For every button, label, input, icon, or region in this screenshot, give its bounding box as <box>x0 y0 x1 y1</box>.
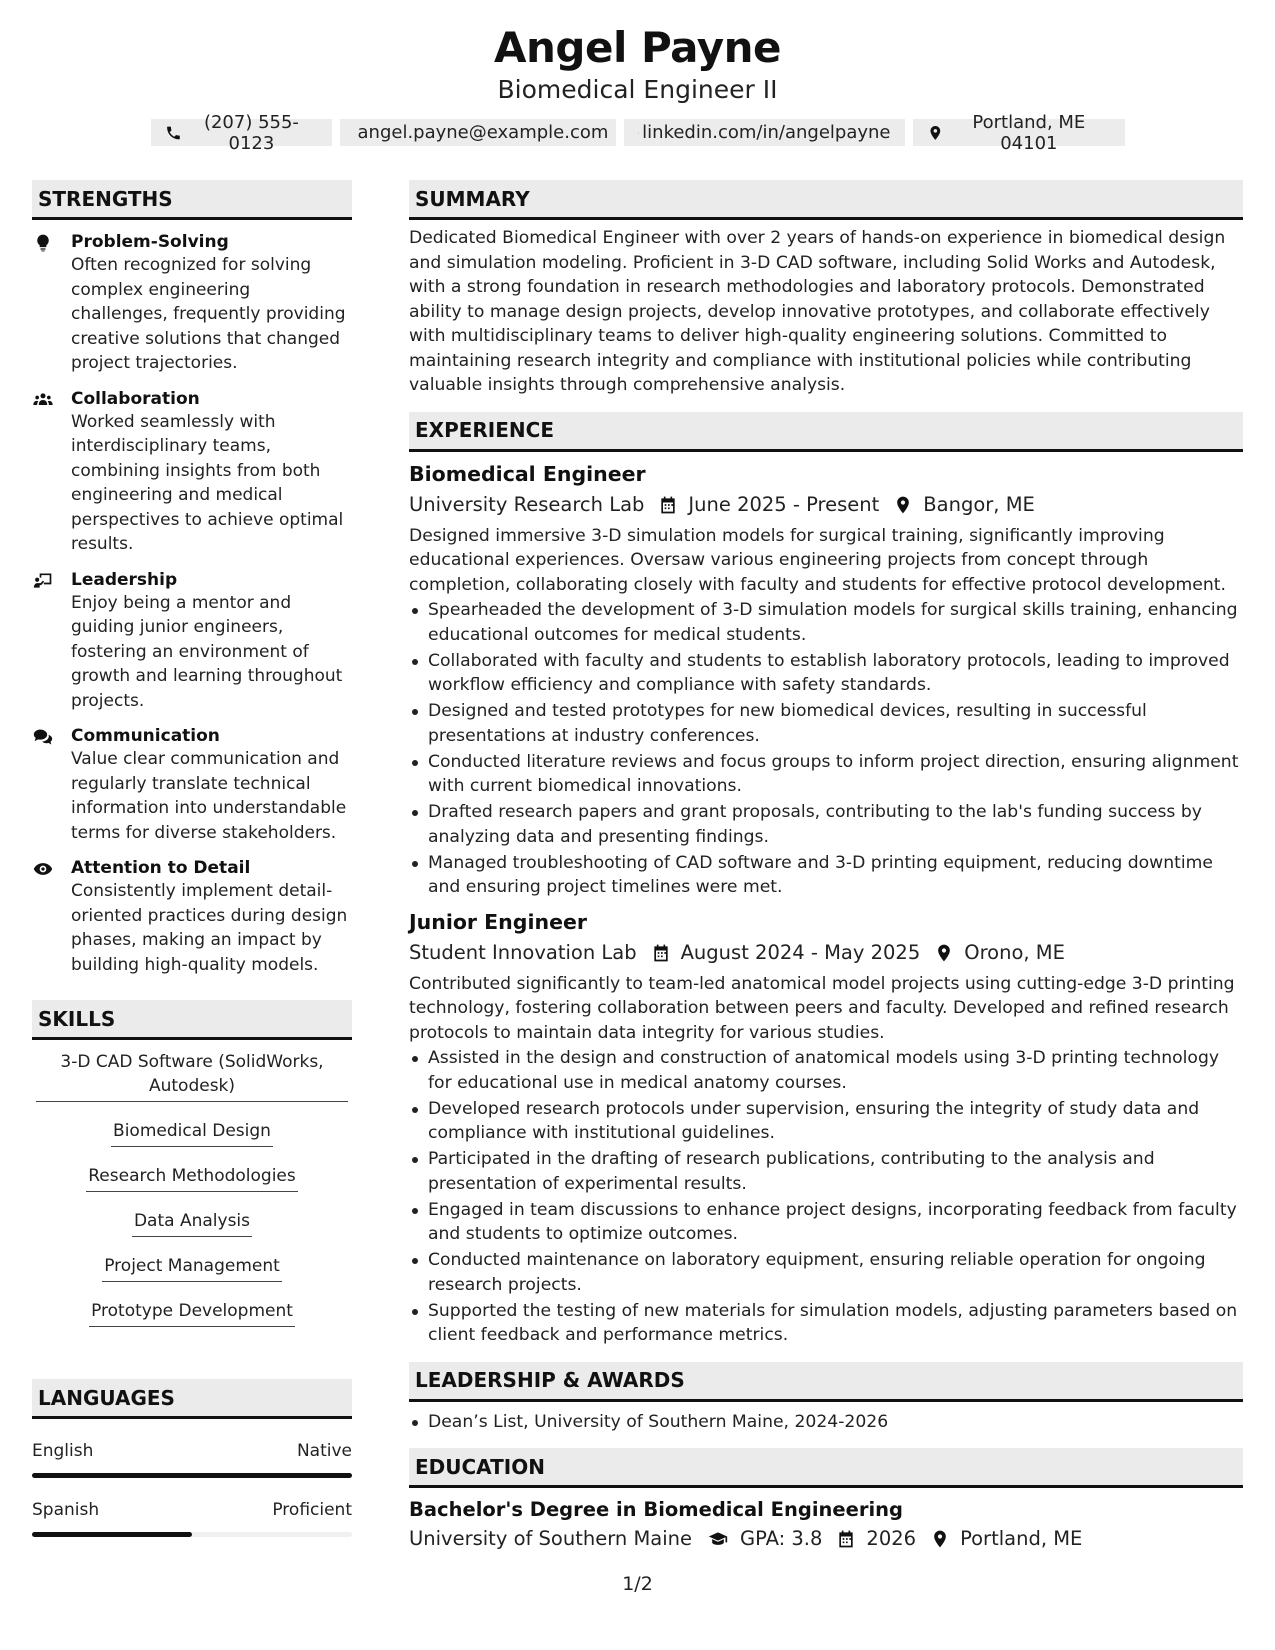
strength-title: Attention to Detail <box>71 858 251 878</box>
job-title: Biomedical Engineer <box>409 461 646 486</box>
job-entry <box>409 909 1243 1348</box>
education-location: Portland, ME <box>960 1527 1083 1550</box>
list-item: Developed research protocols under supervision, ensuring the integrity of study data and compliance with institutional guidelines. <box>409 1097 1243 1146</box>
phone-icon <box>165 124 182 142</box>
list-item: Drafted research papers and grant proposals, contributing to the lab's funding success by analyzing data and presenting findings. <box>409 800 1243 849</box>
eye-icon <box>32 859 54 879</box>
language-proficiency-fill <box>32 1532 192 1537</box>
contact-email[interactable] <box>340 119 616 146</box>
skill-item: Research Methodologies <box>86 1164 298 1192</box>
skill-item: 3-D CAD Software (SolidWorks, Autodesk) <box>36 1050 348 1102</box>
language-proficiency-bar <box>32 1532 352 1537</box>
list-item: Supported the testing of new materials for simulation models, adjusting parameters based on client feedback and performance metrics. <box>409 1299 1243 1348</box>
education-gpa: GPA: 3.8 <box>740 1527 823 1550</box>
page-number: 1/2 <box>622 1573 653 1595</box>
strength-item <box>32 857 352 977</box>
candidate-title: Biomedical Engineer II <box>497 75 778 104</box>
skill-item: Project Management <box>102 1254 282 1282</box>
strength-text: Worked seamlessly with interdisciplinary teams, combining insights from both engineering and medical perspectives to achieve optimal results. <box>71 411 344 554</box>
job-bullets <box>409 598 1243 900</box>
strength-text: Often recognized for solving complex engineering challenges, frequently providing creative solutions that changed project trajectories. <box>71 255 346 373</box>
location-pin-icon <box>893 495 913 515</box>
location-pin-icon <box>934 943 954 963</box>
strength-title: Leadership <box>71 569 178 590</box>
summary-text: Dedicated Biomedical Engineer with over 2 years of hands-on experience in biomedical design and simulation modeling. Proficient in 3-D CAD software, including Solid Works and Autodesk, with a strong foundation in research methodologies and laboratory protocols. Demonstrated ability to manage design projects, develop innovative prototypes, and collaborate effectively with multidisciplinary teams to deliver high-quality engineering solutions. Committed to maintaining research integrity and compliance with institutional policies while contributing valuable insights through comprehensive analysis. <box>409 228 1226 395</box>
education-year: 2026 <box>866 1527 917 1550</box>
language-row <box>32 1441 352 1461</box>
language-name: English <box>32 1441 94 1461</box>
language-level: Proficient <box>272 1500 352 1520</box>
comments-icon <box>32 727 54 747</box>
summary-heading: SUMMARY <box>409 180 1243 220</box>
location-pin-icon <box>930 1529 950 1549</box>
location-pin-icon <box>927 124 944 142</box>
list-item: Dean’s List, University of Southern Maine, 2024-2026 <box>409 1410 1243 1435</box>
language-name: Spanish <box>32 1500 100 1520</box>
strength-item <box>32 569 352 714</box>
phone-text: (207) 555-0123 <box>203 111 299 154</box>
education-entry <box>409 1497 1243 1552</box>
list-item: Participated in the drafting of research publications, contributing to the analysis and presentation of experimental results. <box>409 1147 1243 1196</box>
language-row <box>32 1500 352 1520</box>
candidate-name: Angel Payne <box>494 23 781 72</box>
education-degree: Bachelor's Degree in Biomedical Engineering <box>409 1498 903 1521</box>
skill-item: Prototype Development <box>89 1299 295 1327</box>
list-item: Engaged in team discussions to enhance project designs, incorporating feedback from faculty and students to optimize outcomes. <box>409 1198 1243 1247</box>
language-level: Native <box>296 1441 352 1461</box>
job-description: Contributed significantly to team-led anatomical model projects using cutting-edge 3-D printing technology, fostering collaboration between peers and faculty. Developed and refined research protocols to maintain data integrity for various studies. <box>409 973 1235 1043</box>
strength-item <box>32 388 352 557</box>
skills-list <box>32 1050 352 1344</box>
education-meta <box>409 1526 1243 1552</box>
graduation-cap-icon <box>706 1529 730 1549</box>
language-item <box>32 1441 352 1478</box>
left-column <box>32 180 352 1537</box>
resume-header <box>0 22 1275 154</box>
strength-text: Value clear communication and regularly translate technical information into understandable terms for diverse stakeholders. <box>71 749 347 843</box>
job-title: Junior Engineer <box>409 909 587 934</box>
strength-title: Problem-Solving <box>71 232 229 252</box>
list-item: Collaborated with faculty and students to establish laboratory protocols, leading to improved workflow efficiency and compliance with safety standards. <box>409 649 1243 698</box>
language-proficiency-fill <box>32 1473 352 1478</box>
strength-title: Communication <box>71 726 220 746</box>
strengths-heading: STRENGTHS <box>32 180 352 220</box>
languages-heading: LANGUAGES <box>32 1379 352 1419</box>
strength-title: Collaboration <box>71 388 200 409</box>
linkedin-text[interactable]: linkedin.com/in/angelpayne <box>642 122 891 143</box>
job-meta <box>409 492 1243 518</box>
list-item: Conducted literature reviews and focus groups to inform project direction, ensuring alignment with current biomedical innovations. <box>409 750 1243 799</box>
language-proficiency-bar <box>32 1473 352 1478</box>
contact-phone <box>151 111 332 154</box>
job-dates: June 2025 - Present <box>688 492 880 516</box>
skill-item: Biomedical Design <box>111 1119 273 1147</box>
contact-location <box>913 111 1125 154</box>
list-item: Assisted in the design and construction of anatomical models using 3-D printing technology for educational use in medical anatomy courses. <box>409 1046 1243 1095</box>
awards-list <box>409 1410 1243 1435</box>
education-school: University of Southern Maine <box>409 1527 693 1550</box>
job-company: Student Innovation Lab <box>409 940 637 964</box>
job-description: Designed immersive 3-D simulation models for surgical training, significantly improving educational experiences. Oversaw various engineering projects from concept through completion, collaborating closely with faculty and students for effective protocol development. <box>409 525 1226 595</box>
strength-text: Consistently implement detail-oriented practices during design phases, making an impact by building high-quality models. <box>71 881 348 975</box>
job-bullets <box>409 1046 1243 1348</box>
job-dates: August 2024 - May 2025 <box>680 940 921 964</box>
job-entry <box>409 461 1243 900</box>
awards-heading: LEADERSHIP & AWARDS <box>409 1362 1243 1402</box>
strength-item <box>32 231 352 376</box>
education-heading: EDUCATION <box>409 1448 1243 1488</box>
contact-linkedin[interactable] <box>624 119 905 146</box>
skill-item: Data Analysis <box>132 1209 252 1237</box>
calendar-icon <box>658 495 678 515</box>
strength-item <box>32 725 352 845</box>
list-item: Managed troubleshooting of CAD software and 3-D printing equipment, reducing downtime and ensuring project timelines were met. <box>409 851 1243 900</box>
calendar-icon <box>836 1529 856 1549</box>
users-icon <box>32 390 54 410</box>
job-company: University Research Lab <box>409 492 645 516</box>
calendar-icon <box>651 943 671 963</box>
right-column <box>409 180 1243 1552</box>
location-text: Portland, ME 04101 <box>972 111 1086 154</box>
list-item: Designed and tested prototypes for new biomedical devices, resulting in successful presentations at industry conferences. <box>409 699 1243 748</box>
strength-text: Enjoy being a mentor and guiding junior engineers, fostering an environment of growth and learning throughout projects. <box>71 592 343 711</box>
lightbulb-icon <box>32 233 54 253</box>
chalkboard-teacher-icon <box>32 571 54 591</box>
job-location: Orono, ME <box>964 940 1065 964</box>
contact-bar <box>0 111 1275 154</box>
skills-heading: SKILLS <box>32 1000 352 1040</box>
experience-heading: EXPERIENCE <box>409 412 1243 452</box>
linkedin-icon <box>638 124 639 142</box>
job-meta <box>409 940 1243 966</box>
job-location: Bangor, ME <box>923 492 1035 516</box>
list-item: Conducted maintenance on laboratory equipment, ensuring reliable operation for ongoing research projects. <box>409 1248 1243 1297</box>
language-item <box>32 1500 352 1537</box>
list-item: Spearheaded the development of 3-D simulation models for surgical skills training, enhancing educational outcomes for medical students. <box>409 598 1243 647</box>
email-text[interactable]: angel.payne@example.com <box>357 122 609 143</box>
